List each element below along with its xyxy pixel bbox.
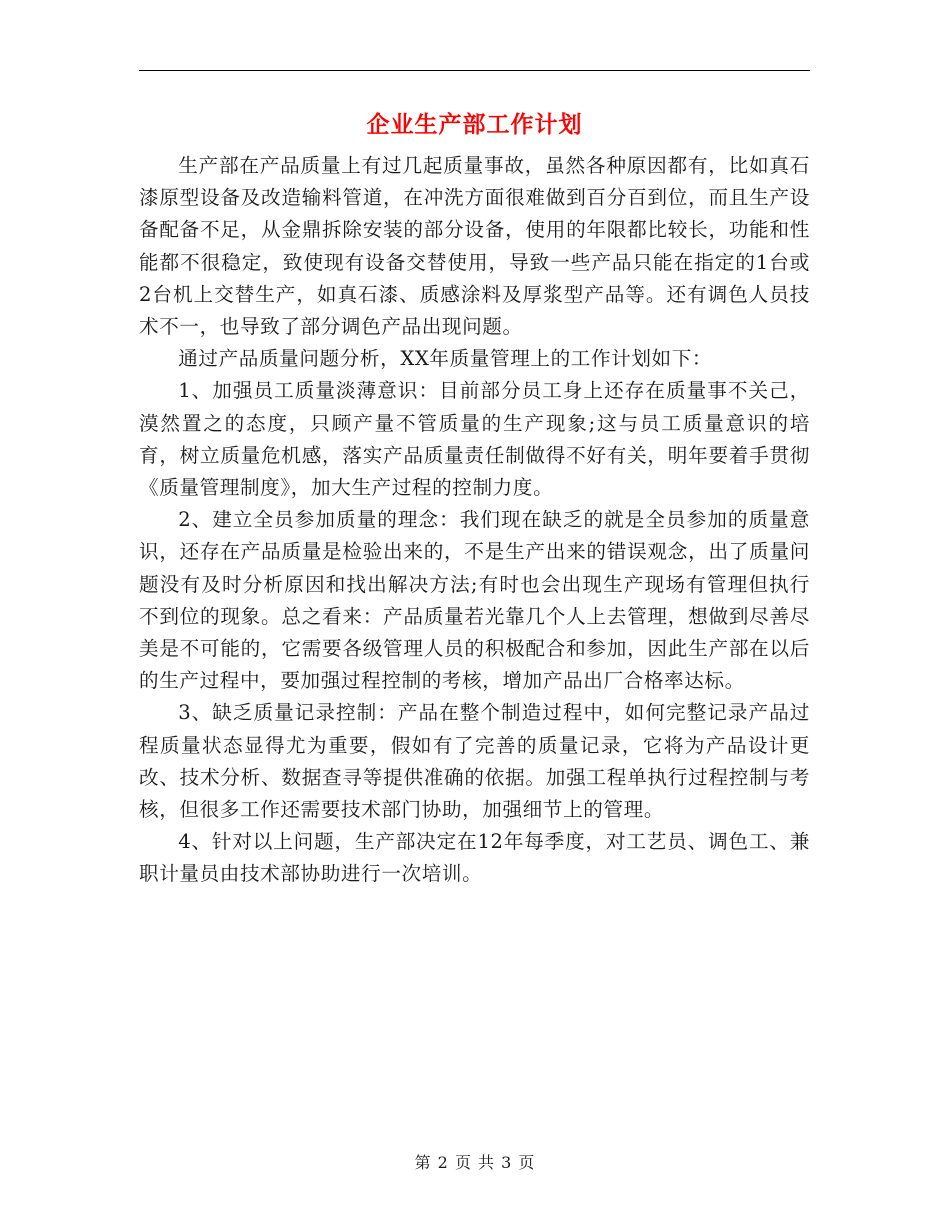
paragraph-intro: 生产部在产品质量上有过几起质量事故，虽然各种原因都有，比如真石漆原型设备及改造输料管道，在冲洗方面很难做到百分百到位，而且生产设备配备不足，从金鼎拆除安装的部分设备，使用的年限都比较长，功能和性能都不很稳定，致使现有设备交替使用，导致一些产品只能在指定的1台或2台机上交替生产，如真石漆、质感涂料及厚浆型产品等。还有调色人员技术不一，也导致了部分调色产品出现问题。: [139, 154, 810, 339]
document-title: 企业生产部工作计划: [366, 111, 583, 138]
paragraph-item-3: 3、缺乏质量记录控制：产品在整个制造过程中，如何完整记录产品过程质量状态显得尤为重要，假如有了完善的质量记录，它将为产品设计更改、技术分析、数据查寻等提供准确的依据。加强工程单执行过程控制与考核，但很多工作还需要技术部门协助，加强细节上的管理。: [139, 701, 810, 822]
document-body: [139, 150, 810, 891]
paragraph-item-1: 1、加强员工质量淡薄意识：目前部分员工身上还存在质量事不关己，漠然置之的态度，只顾产量不管质量的生产现象;这与员工质量意识的培育，树立质量危机感，落实产品质量责任制做得不好有关，明年要着手贯彻《质量管理制度》，加大生产过程的控制力度。: [139, 379, 810, 500]
paragraph-plan-lead: 通过产品质量问题分析，XX年质量管理上的工作计划如下：: [178, 347, 713, 371]
header-rule: [139, 70, 810, 71]
page-footer: 第 2 页 共 3 页: [414, 1153, 536, 1172]
paragraph-item-2: 2、建立全员参加质量的理念：我们现在缺乏的就是全员参加的质量意识，还存在产品质量是检验出来的，不是生产出来的错误观念，出了质量问题没有及时分析原因和找出解决方法;有时也会出现生产现场有管理但执行不到位的现象。总之看来：产品质量若光靠几个人上去管理，想做到尽善尽美是不可能的，它需要各级管理人员的积极配合和参加，因此生产部在以后的生产过程中，要加强过程控制的考核，增加产品出厂合格率达标。: [139, 508, 810, 693]
paragraph-item-4: 4、针对以上问题，生产部决定在12年每季度，对工艺员、调色工、兼职计量员由技术部协助进行一次培训。: [139, 830, 810, 886]
